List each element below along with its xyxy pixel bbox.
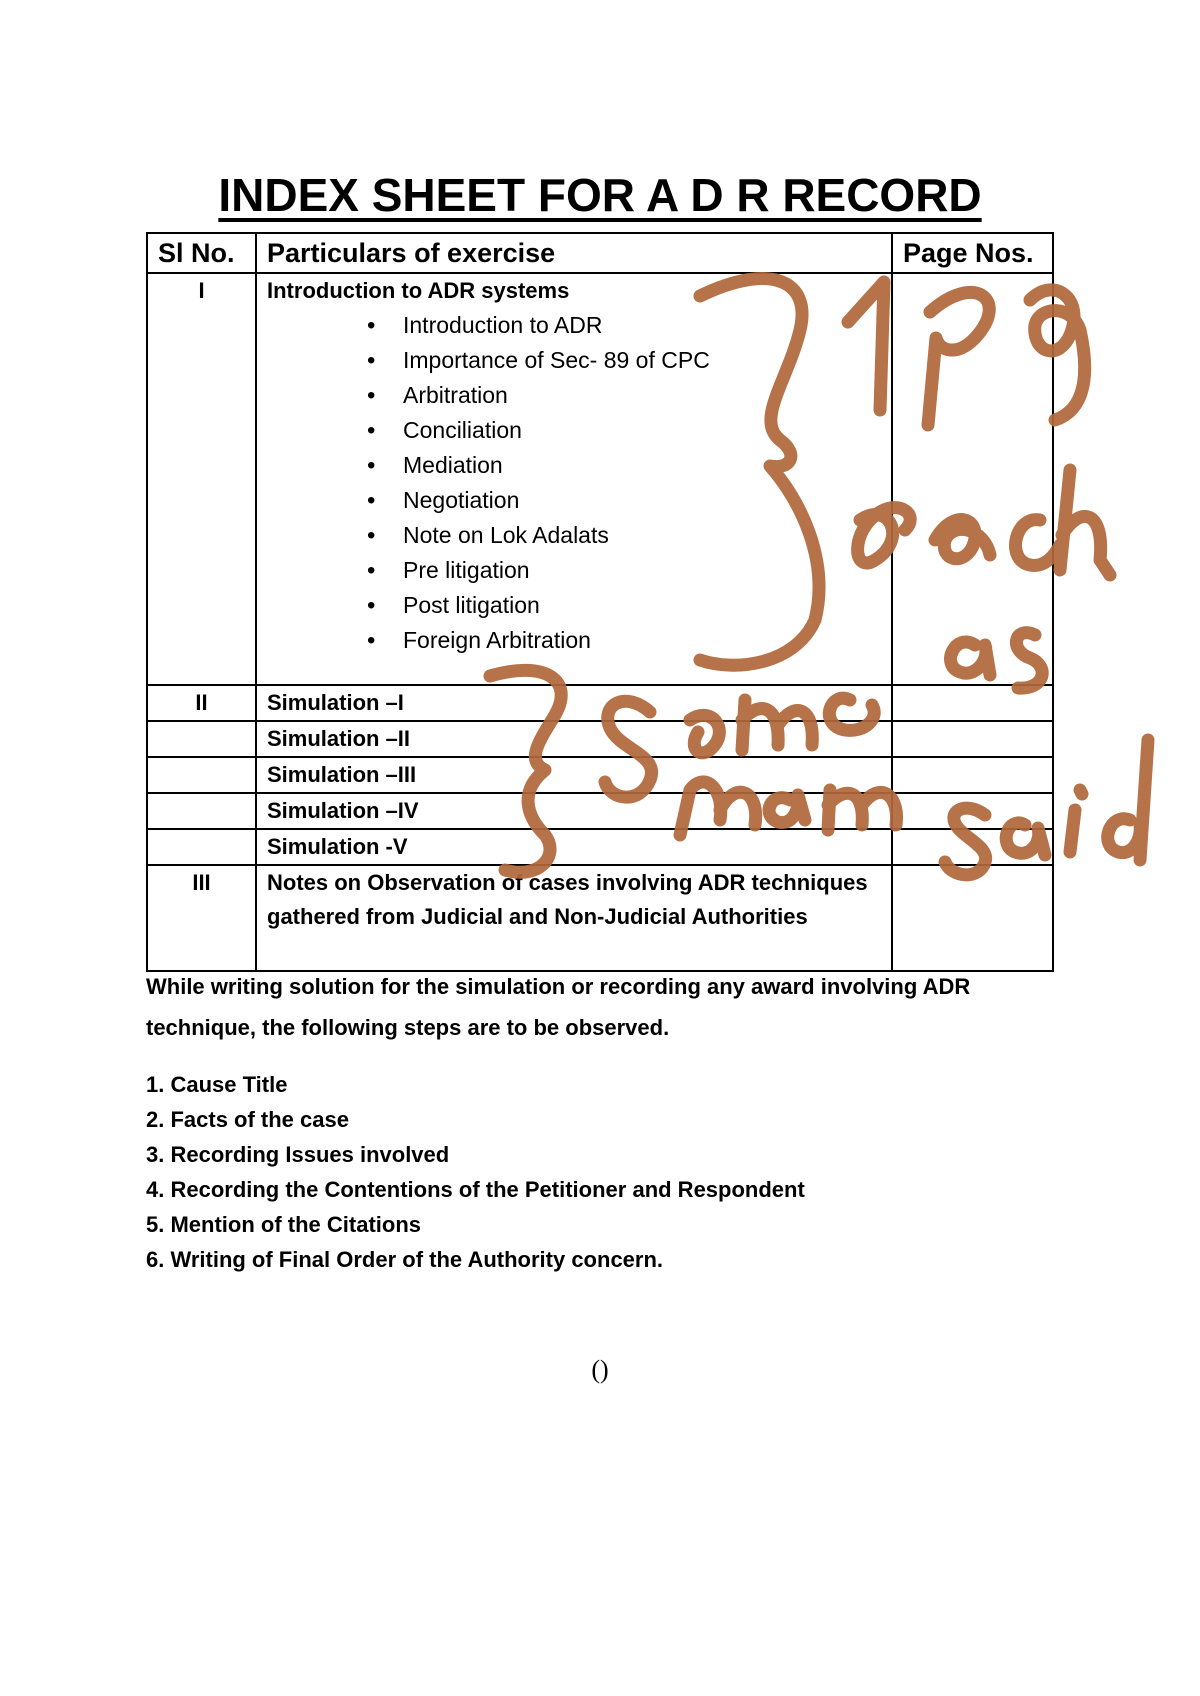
sl-number: III [147,865,256,971]
page-nos-cell [892,829,1053,865]
table-row [147,757,1053,793]
list-item: • Negotiation [403,483,881,518]
table-row [147,865,1053,971]
simulation-item: Simulation –I [256,685,892,721]
list-item: 2. Facts of the case [146,1107,349,1132]
sl-number: II [147,685,256,721]
steps-list [146,1067,805,1277]
table-row [147,793,1053,829]
list-item: 3. Recording Issues involved [146,1142,450,1167]
list-item: • Post litigation [403,588,881,623]
header-page-nos: Page Nos. [892,233,1053,273]
page-nos-cell [892,757,1053,793]
list-item: 5. Mention of the Citations [146,1212,421,1237]
particulars-cell [256,273,892,685]
table-row [147,685,1053,721]
table-header-row [147,233,1053,273]
list-item: • Introduction to ADR [403,308,881,343]
page-nos-cell [892,721,1053,757]
header-particulars: Particulars of exercise [256,233,892,273]
page-nos-cell [892,273,1053,685]
list-item: • Conciliation [403,413,881,448]
topic-list [267,308,881,658]
list-item: • Pre litigation [403,553,881,588]
list-item: • Note on Lok Adalats [403,518,881,553]
page-nos-cell [892,685,1053,721]
list-item: 6. Writing of Final Order of the Authority concern. [146,1247,664,1272]
index-table [146,232,1054,972]
page-number: () [591,1355,609,1384]
simulation-item: Simulation –III [256,757,892,793]
sl-number: I [147,273,256,685]
simulation-item: Simulation -V [256,829,892,865]
list-item: • Arbitration [403,378,881,413]
section-title: Introduction to ADR systems [267,278,570,303]
sl-number [147,757,256,793]
table-row [147,829,1053,865]
page-title: INDEX SHEET FOR A D R RECORD [218,168,982,221]
page-nos-cell [892,793,1053,829]
list-item: 4. Recording the Contentions of the Petitioner and Respondent [146,1177,805,1202]
observation-notes: Notes on Observation of cases involving ADR techniques gathered from Judicial and Non-Judicial Authorities [256,865,892,971]
list-item: • Importance of Sec- 89 of CPC [403,343,881,378]
simulation-item: Simulation –II [256,721,892,757]
sl-number [147,829,256,865]
list-item: 1. Cause Title [146,1072,288,1097]
page-nos-cell [892,865,1053,971]
list-item: • Foreign Arbitration [403,623,881,658]
list-item: • Mediation [403,448,881,483]
simulation-item: Simulation –IV [256,793,892,829]
header-sl-no: Sl No. [147,233,256,273]
table-row [147,273,1053,685]
sl-number [147,793,256,829]
table-row [147,721,1053,757]
instructions-text: While writing solution for the simulation or recording any award involving ADR technique, the following steps are to be observed. [146,974,971,1040]
sl-number [147,721,256,757]
